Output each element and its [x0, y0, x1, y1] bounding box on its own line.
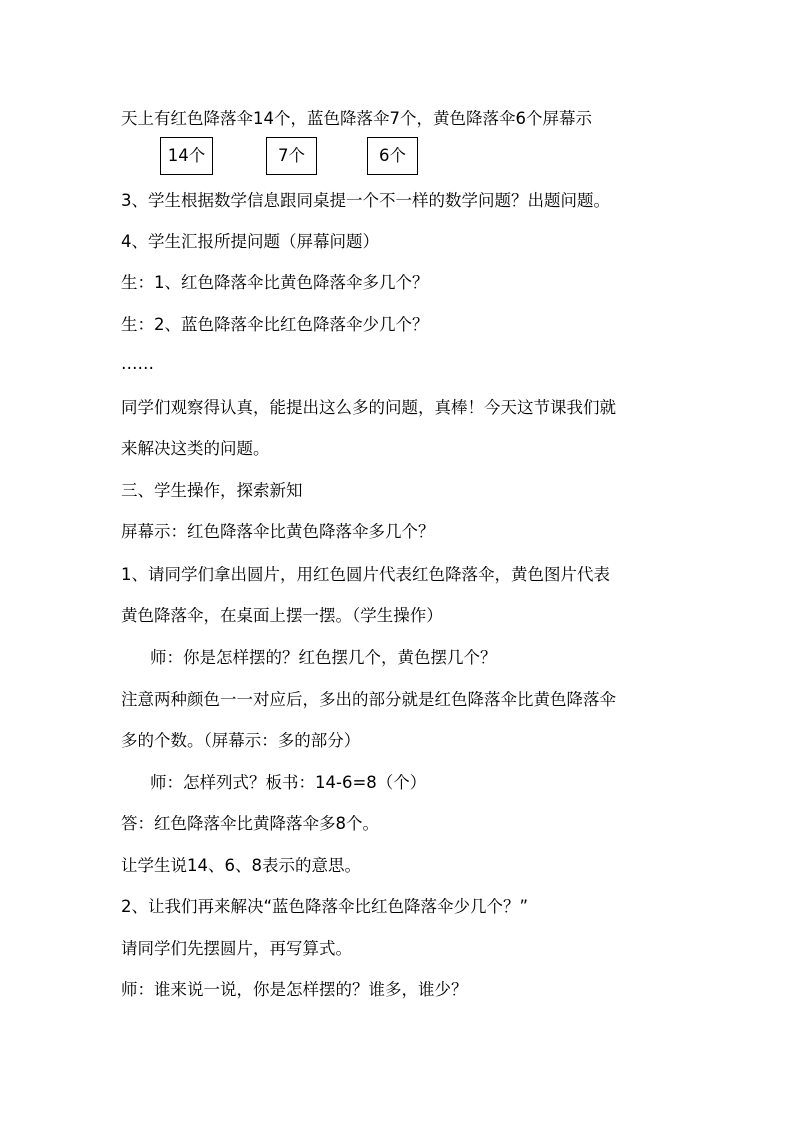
text-line-ellipsis: …… — [121, 354, 154, 373]
text-line-activity-2: 2、让我们再来解决“蓝色降落伞比红色降落伞少几个？” — [121, 897, 529, 916]
text-line-answer: 答：红色降落伞比黄降落伞多8个。 — [121, 814, 379, 833]
text-line-note-cont: 多的个数。（屏幕示：多的部分） — [121, 731, 361, 750]
text-line-praise: 同学们观察得认真，能提出这么多的问题，真棒！今天这节课我们就 — [121, 398, 616, 417]
text-line-teacher-ask: 师：谁来说一说，你是怎样摆的？谁多，谁少？ — [121, 980, 468, 999]
count-box-yellow: 6个 — [367, 137, 418, 175]
text-line-student-q2: 生：2、蓝色降落伞比红色降落伞少几个？ — [121, 315, 429, 334]
count-box-blue: 7个 — [266, 137, 317, 175]
text-line-screen-question: 屏幕示：红色降落伞比黄色降落伞多几个？ — [121, 522, 435, 541]
text-line-activity-1-cont: 黄色降落伞，在桌面上摆一摆。（学生操作） — [121, 606, 443, 625]
text-line-parachute-counts: 天上有红色降落伞14个，蓝色降落伞7个，黄色降落伞6个屏幕示 — [121, 109, 592, 128]
section-heading-3: 三、学生操作，探索新知 — [121, 481, 303, 500]
text-line-note: 注意两种颜色一一对应后，多出的部分就是红色降落伞比黄色降落伞 — [121, 690, 616, 709]
text-line-student-q1: 生：1、红色降落伞比黄色降落伞多几个？ — [121, 273, 429, 292]
text-line-equation: 师：怎样列式？板书：14-6=8（个） — [150, 773, 427, 792]
text-line-activity-2-instr: 请同学们先摆圆片，再写算式。 — [121, 939, 352, 958]
count-box-red: 14个 — [160, 137, 213, 175]
text-line-meaning: 让学生说14、6、8表示的意思。 — [121, 856, 361, 875]
text-line-step-3: 3、学生根据数学信息跟同桌提一个不一样的数学问题？出题问题。 — [121, 191, 610, 210]
text-line-praise-cont: 来解决这类的问题。 — [121, 439, 270, 458]
text-line-activity-1: 1、请同学们拿出圆片，用红色圆片代表红色降落伞，黄色图片代表 — [121, 565, 610, 584]
text-line-step-4: 4、学生汇报所提问题（屏幕问题） — [121, 232, 379, 251]
text-line-teacher-question: 师：你是怎样摆的？红色摆几个，黄色摆几个？ — [150, 648, 497, 667]
